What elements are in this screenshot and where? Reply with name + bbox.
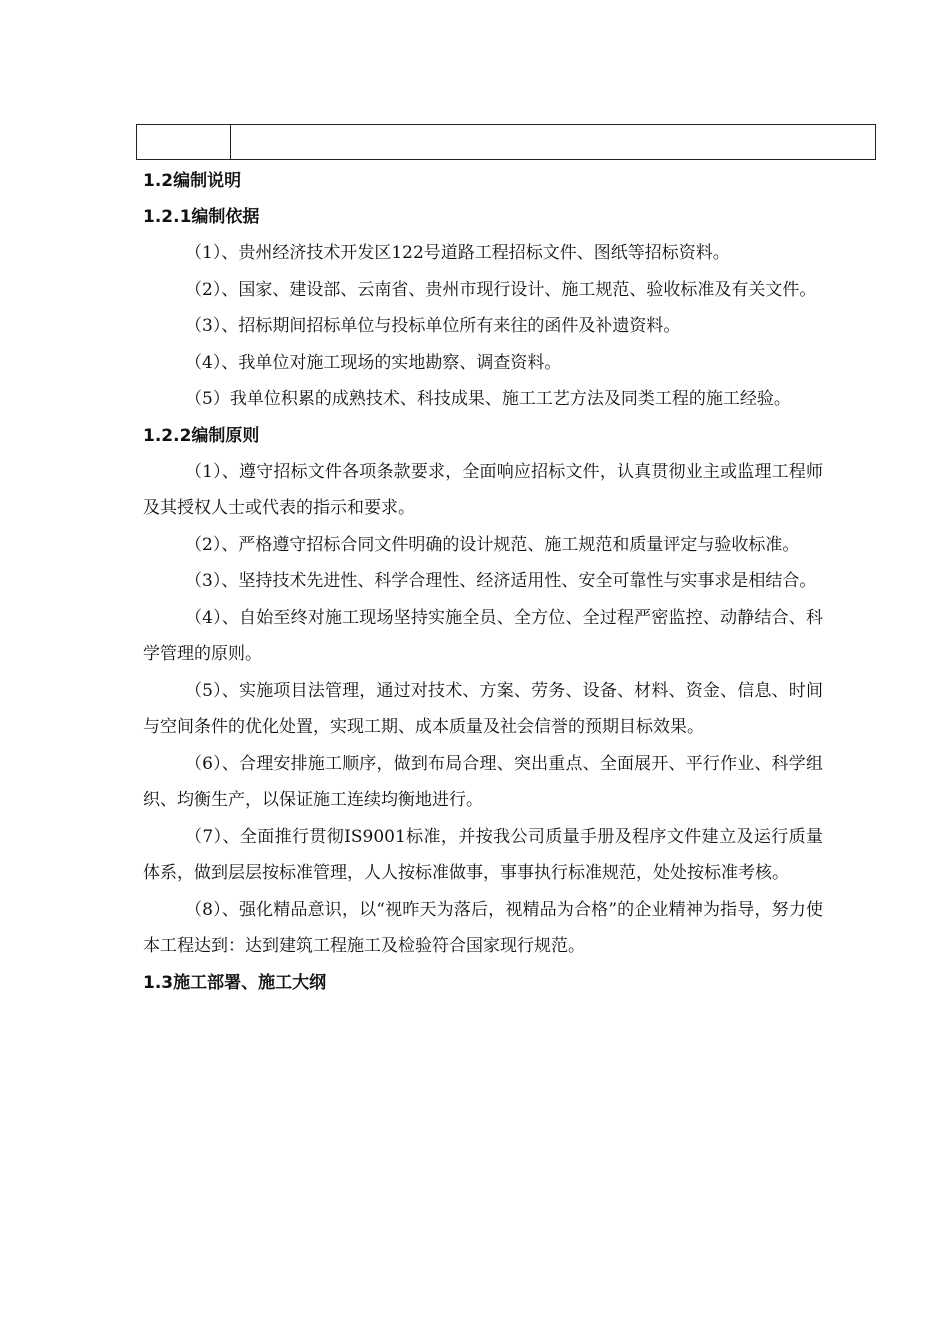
section-heading-1-2-1: 1.2.1编制依据 [143, 207, 260, 227]
paragraph: （3）、坚持技术先进性、科学合理性、经济适用性、安全可靠性与实事求是相结合。 [185, 571, 817, 591]
paragraph: （4）、自始至终对施工现场坚持实施全员、全方位、全过程严密监控、动静结合、科学管理的原则。 [143, 607, 823, 664]
section-heading-1-2: 1.2编制说明 [143, 171, 242, 191]
paragraph: （3）、招标期间招标单位与投标单位所有来往的函件及补遗资料。 [185, 316, 681, 336]
header-table [136, 124, 876, 160]
table-column-divider [230, 125, 231, 159]
paragraph: （2）、国家、建设部、云南省、贵州市现行设计、施工规范、验收标准及有关文件。 [185, 279, 817, 300]
paragraph: （5）我单位积累的成熟技术、科技成果、施工工艺方法及同类工程的施工经验。 [185, 389, 791, 409]
paragraph: （4）、我单位对施工现场的实地勘察、调查资料。 [185, 352, 562, 373]
paragraph: （6）、合理安排施工顺序，做到布局合理、突出重点、全面展开、平行作业、科学组织、均衡生产，以保证施工连续均衡地进行。 [143, 753, 823, 810]
paragraph: （8）、强化精品意识，以“视昨天为落后，视精品为合格”的企业精神为指导，努力使本工程达到：达到建筑工程施工及检验符合国家现行规范。 [143, 899, 823, 956]
paragraph: （1）、贵州经济技术开发区122号道路工程招标文件、图纸等招标资料。 [185, 243, 730, 263]
section-heading-1-2-2: 1.2.2编制原则 [143, 425, 260, 446]
section-heading-1-3: 1.3施工部署、施工大纲 [143, 972, 327, 993]
paragraph: （2）、严格遵守招标合同文件明确的设计规范、施工规范和质量评定与验收标准。 [185, 534, 800, 555]
paragraph: （7）、全面推行贯彻IS9001标准，并按我公司质量手册及程序文件建立及运行质量体系，做到层层按标准管理，人人按标准做事，事事执行标准规范，处处按标准考核。 [143, 826, 823, 883]
paragraph: （5）、实施项目法管理，通过对技术、方案、劳务、设备、材料、资金、信息、时间与空间条件的优化处置，实现工期、成本质量及社会信誉的预期目标效果。 [143, 680, 823, 737]
paragraph: （1）、遵守招标文件各项条款要求，全面响应招标文件，认真贯彻业主或监理工程师及其授权人士或代表的指示和要求。 [143, 461, 823, 518]
document-body [143, 163, 823, 1001]
